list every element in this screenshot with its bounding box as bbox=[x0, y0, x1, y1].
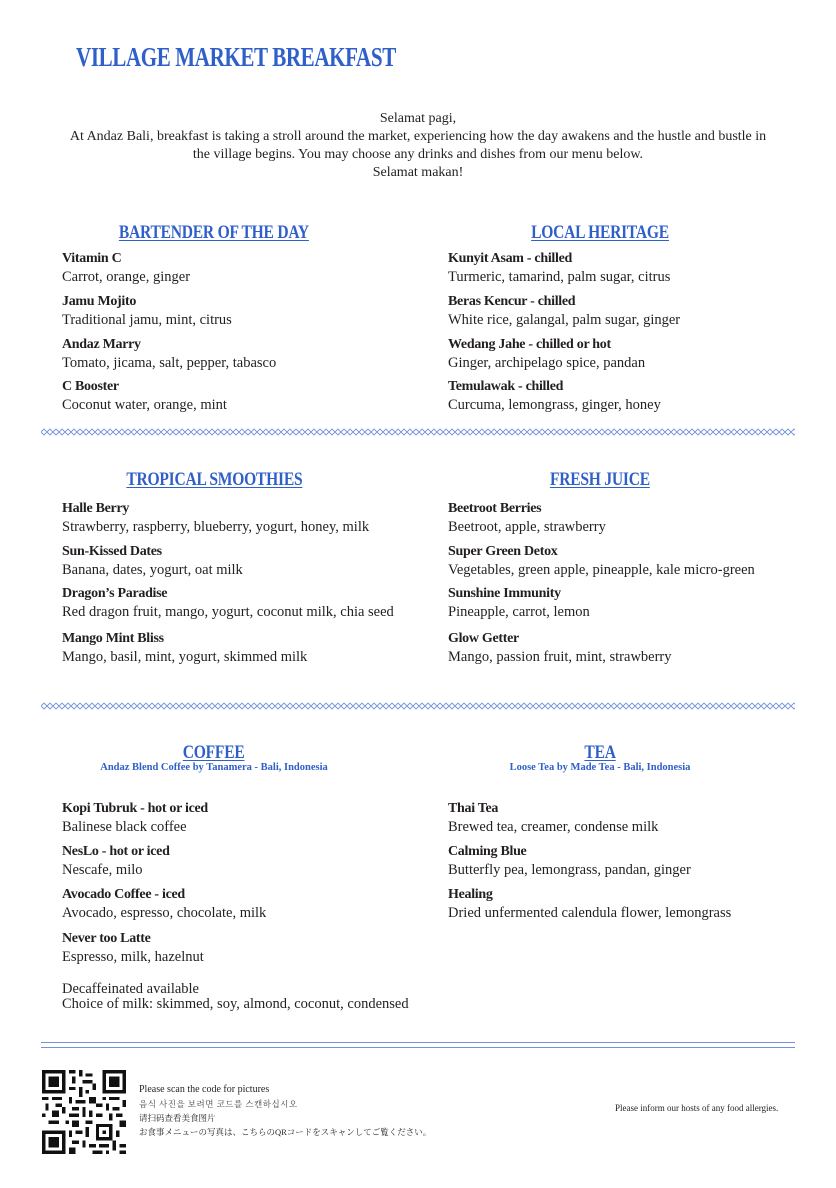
item-name: Sun-Kissed Dates bbox=[62, 544, 162, 559]
item-name: Glow Getter bbox=[448, 631, 519, 646]
menu-item bbox=[62, 500, 442, 543]
item-desc: Strawberry, raspberry, blueberry, yogurt, honey, milk bbox=[62, 519, 370, 535]
item-name: Beetroot Berries bbox=[448, 501, 542, 516]
menu-item bbox=[62, 630, 442, 666]
item-desc: Red dragon fruit, mango, yogurt, coconut milk, chia seed bbox=[62, 604, 394, 620]
item-name: Beras Kencur - chilled bbox=[448, 294, 576, 309]
item-name: Andaz Marry bbox=[62, 337, 141, 352]
menu-item bbox=[448, 543, 808, 585]
menu-item bbox=[448, 378, 770, 414]
item-desc: Curcuma, lemongrass, ginger, honey bbox=[448, 397, 661, 413]
item-desc: Balinese black coffee bbox=[62, 819, 187, 835]
item-name: Vitamin C bbox=[62, 251, 122, 266]
item-desc: Carrot, orange, ginger bbox=[62, 269, 191, 285]
coffee-notes bbox=[62, 982, 409, 1012]
item-desc: Tomato, jicama, salt, pepper, tabasco bbox=[62, 355, 277, 371]
menu-item bbox=[448, 293, 770, 336]
item-name: Halle Berry bbox=[62, 501, 130, 516]
menu-item bbox=[62, 930, 384, 966]
section-title: BARTENDER OF THE DAY bbox=[118, 222, 310, 243]
item-name: Super Green Detox bbox=[448, 544, 558, 559]
menu-item bbox=[62, 378, 384, 414]
item-desc: Beetroot, apple, strawberry bbox=[448, 519, 606, 535]
intro bbox=[60, 110, 776, 182]
section-title: TROPICAL SMOOTHIES bbox=[125, 469, 303, 490]
section-title: FRESH JUICE bbox=[550, 469, 650, 490]
allergy-notice: Please inform our hosts of any food allergies. bbox=[615, 1103, 779, 1113]
decaf-note: Decaffeinated available bbox=[62, 981, 199, 997]
menu-item bbox=[62, 585, 442, 630]
item-desc: Banana, dates, yogurt, oat milk bbox=[62, 562, 243, 578]
item-name: Dragon’s Paradise bbox=[62, 586, 168, 601]
qr-instructions bbox=[139, 1083, 431, 1139]
item-name: Calming Blue bbox=[448, 844, 527, 859]
section-subtitle: Loose Tea by Made Tea - Bali, Indonesia bbox=[509, 762, 691, 773]
scan-text-zh: 请扫码查看美食图片 bbox=[139, 1113, 216, 1123]
item-name: Sunshine Immunity bbox=[448, 586, 561, 601]
section-smoothies bbox=[44, 469, 394, 666]
menu-item bbox=[62, 543, 442, 585]
item-desc: Turmeric, tamarind, palm sugar, citrus bbox=[448, 269, 671, 285]
item-desc: Nescafe, milo bbox=[62, 862, 143, 878]
section-juice bbox=[430, 469, 770, 666]
menu-item bbox=[448, 336, 770, 378]
item-name: NesLo - hot or iced bbox=[62, 844, 170, 859]
item-name: C Booster bbox=[62, 379, 119, 394]
intro-greeting: Selamat pagi, bbox=[379, 111, 457, 126]
item-desc: Brewed tea, creamer, condense milk bbox=[448, 819, 659, 835]
item-name: Healing bbox=[448, 887, 493, 902]
item-name: Never too Latte bbox=[62, 931, 151, 946]
menu-item bbox=[448, 500, 808, 543]
section-title: COFFEE bbox=[183, 742, 245, 763]
item-desc: Mango, basil, mint, yogurt, skimmed milk bbox=[62, 649, 308, 665]
item-desc: Coconut water, orange, mint bbox=[62, 397, 227, 413]
intro-body: At Andaz Bali, breakfast is taking a stroll around the market, experiencing how the day awakens and the hustle and bustle in the village begins. You may choose any drinks and dishes from our menu below. bbox=[69, 129, 767, 162]
scan-text-ja: お食事メニューの写真は、こちらのQRコードをスキャンしてご覧ください。 bbox=[139, 1127, 432, 1137]
intro-closing: Selamat makan! bbox=[372, 165, 464, 180]
item-desc: Avocado, espresso, chocolate, milk bbox=[62, 905, 267, 921]
item-name: Kunyit Asam - chilled bbox=[448, 251, 572, 266]
menu-item bbox=[62, 336, 384, 378]
item-desc: Ginger, archipelago spice, pandan bbox=[448, 355, 646, 371]
menu-item bbox=[62, 800, 384, 843]
item-desc: White rice, galangal, palm sugar, ginger bbox=[448, 312, 681, 328]
section-heritage bbox=[430, 222, 770, 414]
section-coffee bbox=[44, 742, 384, 966]
item-name: Mango Mint Bliss bbox=[62, 631, 164, 646]
item-name: Kopi Tubruk - hot or iced bbox=[62, 801, 208, 816]
footer-divider bbox=[41, 1042, 795, 1048]
section-title: TEA bbox=[584, 742, 616, 763]
scan-text-ko: 음식 사진을 보려면 코드를 스캔하십시오 bbox=[139, 1099, 298, 1109]
section-bartender bbox=[44, 222, 384, 414]
menu-item bbox=[448, 585, 808, 630]
section-title: LOCAL HERITAGE bbox=[531, 222, 669, 243]
menu-item bbox=[62, 843, 384, 886]
item-desc: Espresso, milk, hazelnut bbox=[62, 949, 204, 965]
section-tea bbox=[430, 742, 770, 922]
milk-note: Choice of milk: skimmed, soy, almond, coconut, condensed bbox=[62, 996, 409, 1012]
wave-divider bbox=[41, 702, 795, 710]
item-desc: Traditional jamu, mint, citrus bbox=[62, 312, 232, 328]
item-desc: Mango, passion fruit, mint, strawberry bbox=[448, 649, 672, 665]
item-name: Thai Tea bbox=[448, 801, 499, 816]
scan-text-en: Please scan the code for pictures bbox=[139, 1084, 270, 1095]
section-subtitle: Andaz Blend Coffee by Tanamera - Bali, Indonesia bbox=[100, 762, 328, 773]
wave-divider bbox=[41, 428, 795, 436]
item-desc: Dried unfermented calendula flower, lemongrass bbox=[448, 905, 732, 921]
menu-item bbox=[448, 843, 808, 886]
menu-item bbox=[448, 800, 808, 843]
menu-item bbox=[62, 250, 384, 293]
item-name: Wedang Jahe - chilled or hot bbox=[448, 337, 611, 352]
menu-item bbox=[448, 630, 808, 666]
item-name: Temulawak - chilled bbox=[448, 379, 564, 394]
menu-item bbox=[448, 886, 808, 922]
menu-item bbox=[62, 886, 384, 930]
item-desc: Vegetables, green apple, pineapple, kale micro-green bbox=[448, 562, 755, 578]
page-title: VILLAGE MARKET BREAKFAST bbox=[76, 42, 396, 72]
qr-code-icon[interactable] bbox=[42, 1070, 126, 1154]
menu-item bbox=[448, 250, 770, 293]
item-name: Avocado Coffee - iced bbox=[62, 887, 185, 902]
item-desc: Butterfly pea, lemongrass, pandan, ginger bbox=[448, 862, 691, 878]
item-name: Jamu Mojito bbox=[62, 294, 137, 309]
item-desc: Pineapple, carrot, lemon bbox=[448, 604, 590, 620]
menu-item bbox=[62, 293, 384, 336]
